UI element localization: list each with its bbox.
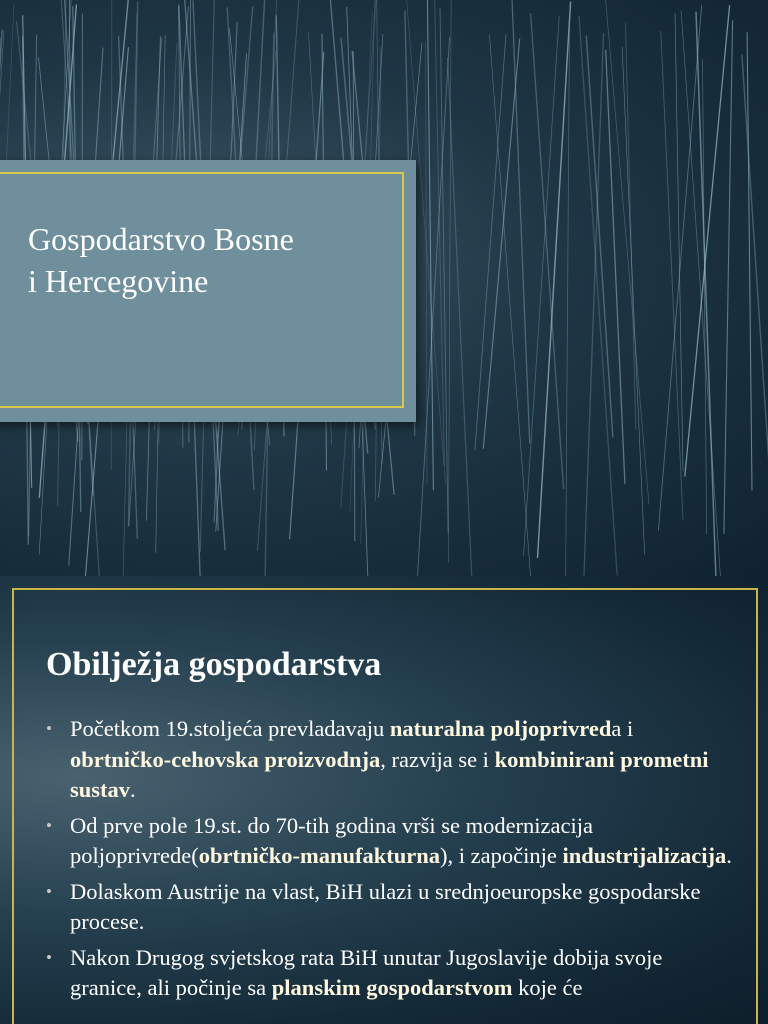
bullet-item-3 [44,877,734,938]
bullet-text: ), i započinje [440,843,563,868]
title-box [0,160,416,422]
bullet-bold-text: planskim gospodarstvom [271,975,513,1000]
background-streak-line [724,20,733,534]
background-streak-line [579,16,617,576]
background-streak-line [584,33,604,576]
bullet-text: . [726,843,732,868]
bullet-bold-text: industrijalizacija [562,843,727,868]
bullet-text: , razvija se i [380,746,495,772]
bullet-text: koje će [512,975,583,1000]
background-streak-line [742,54,768,461]
bullet-icon: • [46,947,52,967]
bullet-text: Dolaskom Austrije na vlast, BiH ulazi u srednjoeuropske gospodarske procese. [70,878,701,934]
background-streak-line [681,11,721,576]
background-streak-line [538,2,571,558]
bullet-item-4 [44,943,734,1004]
slide-title [28,218,398,302]
background-streak-line [448,58,472,577]
background-streak-line [434,0,444,466]
bullet-text: . [130,777,136,802]
content-slide [0,576,768,1024]
background-streak-line [426,41,427,483]
background-streak-line [685,5,730,476]
background-streak-line [626,23,636,429]
bullet-text: Nakon Drugog svjetskog rata BiH unutar Jugoslavije dobija svoje granice, ali počinje sa [70,944,663,1000]
bullet-bold-text: obrtničko-manufakturna [198,843,441,868]
bullet-text: a i [611,716,634,741]
background-streak-line [531,13,564,489]
background-streak-line [566,24,570,576]
bullet-item-1 [44,714,734,806]
bullet-list [44,714,734,1009]
bullet-bold-text: obrtničko-cehovska proizvodnja [70,746,381,772]
background-streak-line [511,0,529,443]
bullet-icon: • [46,815,52,835]
bullet-bold-text: kombinirani prometni sustav [70,746,709,802]
background-streak-line [586,35,613,437]
background-streak-line [427,0,433,490]
bullet-text: Početkom 19.stoljeća prevladavaju [70,716,390,741]
background-streak-line [747,32,752,490]
slide-title-line-2: i Hercegovine [28,263,209,299]
bullet-item-2 [44,811,734,872]
slide-heading: Obilježja gospodarstva [46,646,382,683]
bullet-icon: • [46,881,52,901]
bullet-bold-text: naturalna poljoprivred [389,716,612,741]
bullet-text: Od prve pole 19.st. do 70-tih godina vrši se modernizacija poljoprivrede( [70,812,594,868]
bullet-icon: • [46,719,52,738]
slide-title-line-1: Gospodarstvo Bosne [28,221,294,257]
background-streak-line [622,47,645,555]
